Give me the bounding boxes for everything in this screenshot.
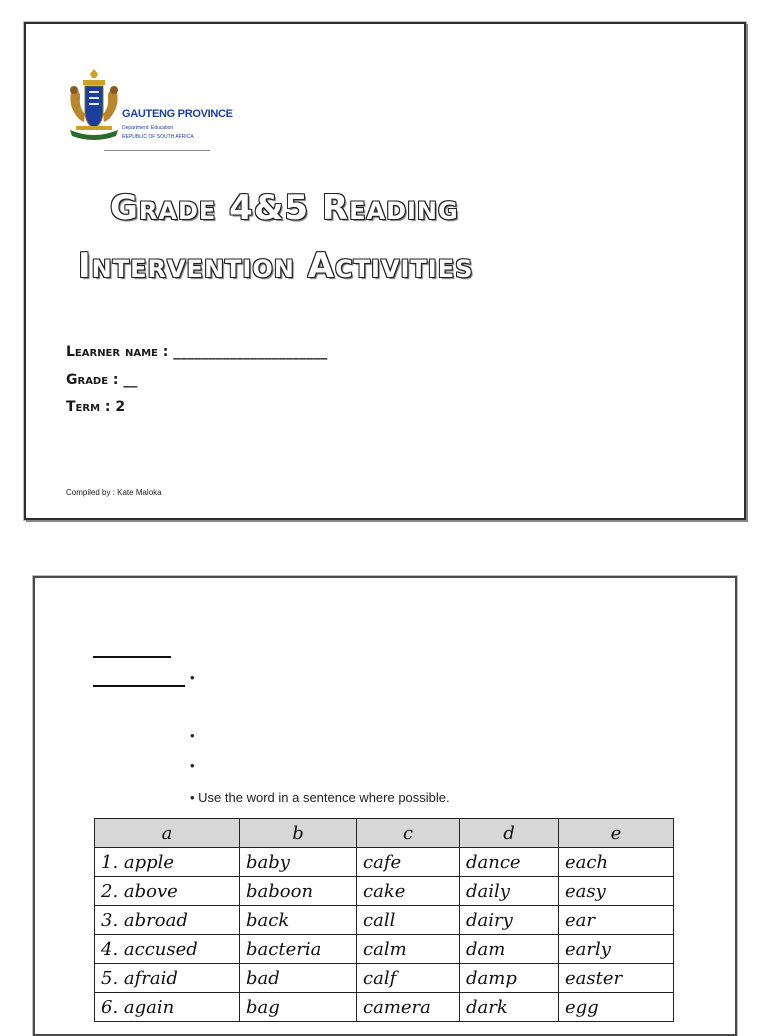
gauteng-logo [66, 68, 233, 152]
table-cell: calf [357, 964, 460, 993]
compiled-by-text: Compiled by : Kate Maloka [66, 488, 162, 497]
table-cell: easy [559, 877, 674, 906]
table-cell: egg [559, 993, 674, 1022]
bullet-3: • [190, 758, 195, 773]
table-cell: back [240, 906, 357, 935]
table-cell: baboon [240, 877, 357, 906]
coat-of-arms-icon [66, 68, 122, 152]
table-cell: each [559, 848, 674, 877]
table-cell: cafe [357, 848, 460, 877]
table-cell: bad [240, 964, 357, 993]
table-row [95, 848, 674, 877]
logo-republic-text: REPUBLIC OF SOUTH AFRICA [122, 134, 194, 140]
logo-department-text: Department: Education [122, 125, 174, 131]
column-header: d [460, 819, 559, 848]
subheading-underline [93, 685, 185, 687]
table-cell: damp [460, 964, 559, 993]
table-cell: camera [357, 993, 460, 1022]
bullet-2: • [190, 728, 195, 743]
cover-page [24, 22, 746, 520]
table-cell: call [357, 906, 460, 935]
table-cell: 6. again [95, 993, 240, 1022]
table-cell: cake [357, 877, 460, 906]
table-cell: 2. above [95, 877, 240, 906]
table-cell: 1. apple [95, 848, 240, 877]
instruction-text: • Use the word in a sentence where possible. [190, 790, 450, 805]
table-cell: dark [460, 993, 559, 1022]
table-cell: daily [460, 877, 559, 906]
table-header-row [95, 819, 674, 848]
table-row [95, 877, 674, 906]
table-row [95, 906, 674, 935]
table-row [95, 964, 674, 993]
term-field: Term : 2 [66, 399, 126, 415]
table-cell: 4. accused [95, 935, 240, 964]
table-cell: dam [460, 935, 559, 964]
table-cell: baby [240, 848, 357, 877]
column-header: a [95, 819, 240, 848]
table-cell: early [559, 935, 674, 964]
table-cell: bag [240, 993, 357, 1022]
heading-underline [93, 656, 171, 658]
table-cell: ear [559, 906, 674, 935]
grade-field: Grade : __ [66, 372, 138, 388]
word-table [94, 818, 674, 1022]
logo-divider [104, 150, 210, 151]
title-line-2: Intervention Activities [78, 246, 474, 286]
logo-province-name: GAUTENG PROVINCE [122, 108, 233, 120]
table-cell: calm [357, 935, 460, 964]
column-header: b [240, 819, 357, 848]
table-cell: dairy [460, 906, 559, 935]
column-header: e [559, 819, 674, 848]
table-cell: dance [460, 848, 559, 877]
title-line-1: Grade 4&5 Reading [110, 188, 459, 228]
table-cell: easter [559, 964, 674, 993]
column-header: c [357, 819, 460, 848]
table-cell: bacteria [240, 935, 357, 964]
worksheet-page [33, 576, 737, 1036]
table-cell: 5. afraid [95, 964, 240, 993]
learner-name-field: Learner name : ______________________ [66, 344, 328, 360]
table-row [95, 935, 674, 964]
table-cell: 3. abroad [95, 906, 240, 935]
table-row [95, 993, 674, 1022]
bullet-1: • [190, 670, 195, 685]
